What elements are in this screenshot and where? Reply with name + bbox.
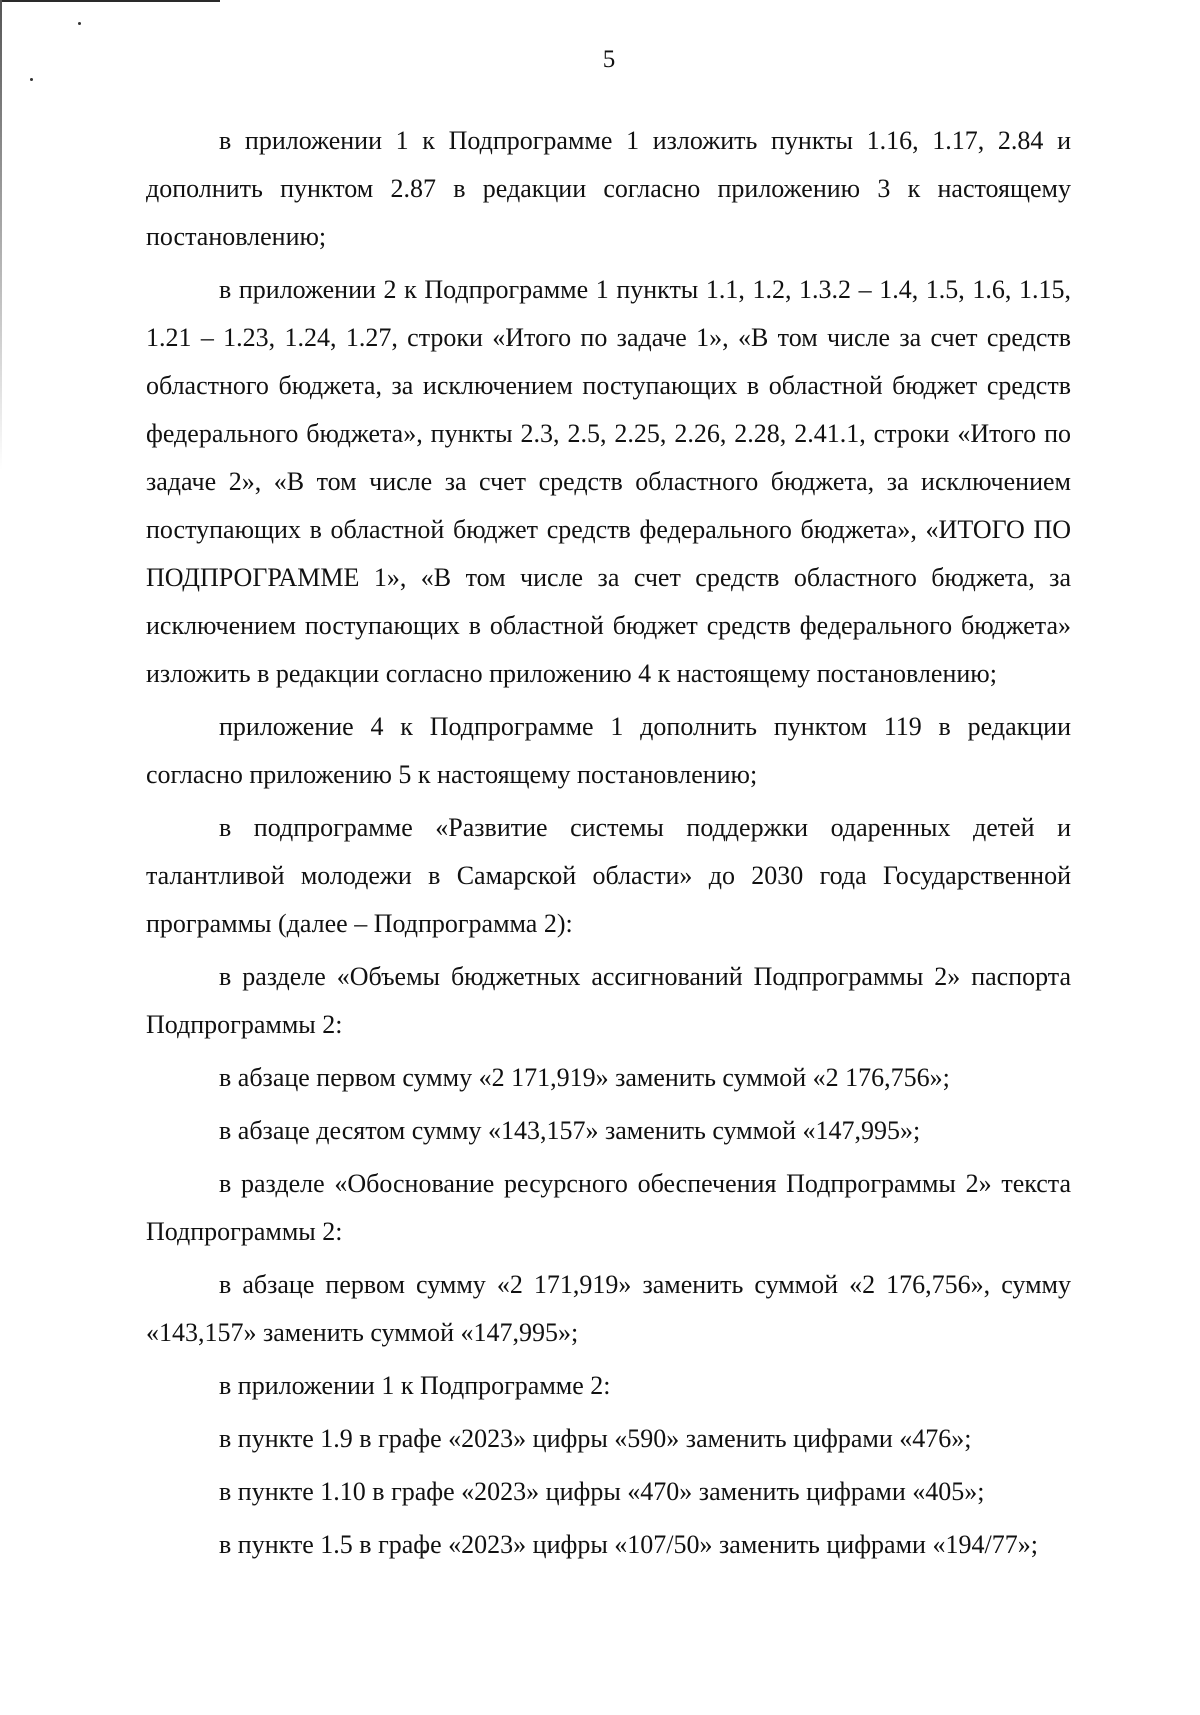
- document-body: [146, 117, 1071, 1574]
- paragraph: в пункте 1.5 в графе «2023» цифры «107/50» заменить цифрами «194/77»;: [219, 1530, 1038, 1559]
- paragraph: в приложении 1 к Подпрограмме 1 изложить пункты 1.16, 1.17, 2.84 и дополнить пунктом 2.87 в редакции согласно приложению 3 к настоящему постановлению;: [146, 126, 1071, 251]
- paragraph: в подпрограмме «Развитие системы поддержки одаренных детей и талантливой молодежи в Самарской области» до 2030 года Государственной программы (далее – Подпрограмма 2):: [146, 813, 1071, 938]
- paragraph: в пункте 1.9 в графе «2023» цифры «590» заменить цифрами «476»;: [219, 1424, 972, 1453]
- paragraph: в приложении 2 к Подпрограмме 1 пункты 1.1, 1.2, 1.3.2 – 1.4, 1.5, 1.6, 1.15, 1.21 – 1.23, 1.24, 1.27, строки «Итого по задаче 1», «В том числе за счет средств областного бюджета, за исключением поступающих в областной бюджет средств федерального бюджета», пункты 2.3, 2.5, 2.25, 2.26, 2.28, 2.41.1, строки «Итого по задаче 2», «В том числе за счет средств областного бюджета, за исключением поступающих в областной бюджет средств федерального бюджета», «ИТОГО ПО ПОДПРОГРАММЕ 1», «В том числе за счет средств областного бюджета, за исключением поступающих в областной бюджет средств федерального бюджета» изложить в редакции согласно приложению 4 к настоящему постановлению;: [146, 275, 1071, 688]
- page-number: 5: [602, 46, 616, 73]
- paragraph: в приложении 1 к Подпрограмме 2:: [219, 1371, 611, 1400]
- paragraph: в абзаце первом сумму «2 171,919» заменить суммой «2 176,756», сумму «143,157» заменить суммой «147,995»;: [146, 1270, 1071, 1347]
- scan-artifact-top-line: [0, 0, 220, 2]
- scan-speck: [78, 22, 81, 25]
- paragraph: в абзаце десятом сумму «143,157» заменить суммой «147,995»;: [219, 1116, 921, 1145]
- paragraph: приложение 4 к Подпрограмме 1 дополнить пунктом 119 в редакции согласно приложению 5 к настоящему постановлению;: [146, 712, 1071, 789]
- paragraph: в пункте 1.10 в графе «2023» цифры «470» заменить цифрами «405»;: [219, 1477, 985, 1506]
- paragraph: в разделе «Объемы бюджетных ассигнований Подпрограммы 2» паспорта Подпрограммы 2:: [146, 962, 1071, 1039]
- paragraph: в разделе «Обоснование ресурсного обеспечения Подпрограммы 2» текста Подпрограммы 2:: [146, 1169, 1071, 1246]
- paragraph: в абзаце первом сумму «2 171,919» заменить суммой «2 176,756»;: [219, 1063, 950, 1092]
- scan-speck: [30, 78, 33, 81]
